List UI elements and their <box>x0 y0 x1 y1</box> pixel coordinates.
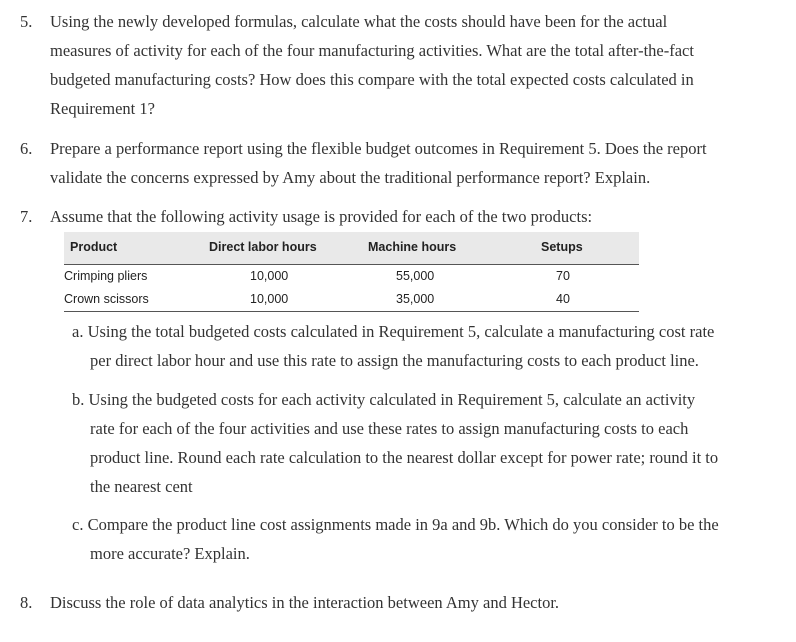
question-number: 6. <box>20 139 33 158</box>
column-header-setups: Setups <box>541 240 583 254</box>
text-line: Requirement 1? <box>50 99 155 118</box>
cell-setups: 40 <box>556 292 570 306</box>
table-header-row <box>64 232 639 265</box>
text-line: product line. Round each rate calculation to the nearest dollar except for power rate; round it to <box>90 448 719 467</box>
column-header-direct-labor-hours: Direct labor hours <box>209 240 317 254</box>
question-7a <box>72 317 714 375</box>
cell-direct-labor-hours: 10,000 <box>250 292 289 306</box>
text-line: a. Using the total budgeted costs calculated in Requirement 5, calculate a manufacturing cost rate <box>72 322 715 341</box>
cell-product: Crimping pliers <box>64 269 148 283</box>
text-line: Discuss the role of data analytics in the interaction between Amy and Hector. <box>50 593 560 612</box>
question-number: 8. <box>20 593 33 612</box>
activity-usage-table <box>64 232 639 312</box>
text-line: budgeted manufacturing costs? How does this compare with the total expected costs calculated in <box>50 70 694 89</box>
text-line: the nearest cent <box>90 477 193 496</box>
question-text <box>50 202 780 231</box>
text-line: Using the newly developed formulas, calculate what the costs should have been for the actual <box>50 12 668 31</box>
text-line: validate the concerns expressed by Amy about the traditional performance report? Explain. <box>50 168 651 187</box>
text-line: Prepare a performance report using the flexible budget outcomes in Requirement 5. Does the report <box>50 139 707 158</box>
text-line: more accurate? Explain. <box>90 544 250 563</box>
question-7c <box>72 510 719 568</box>
column-header-product: Product <box>70 240 118 254</box>
text-line: c. Compare the product line cost assignments made in 9a and 9b. Which do you consider to be the <box>72 515 719 534</box>
text-line: rate for each of the four activities and use these rates to assign manufacturing costs to each <box>90 419 689 438</box>
cell-machine-hours: 55,000 <box>396 269 435 283</box>
text-line: Assume that the following activity usage is provided for each of the two products: <box>50 207 593 226</box>
text-line: measures of activity for each of the four manufacturing activities. What are the total after-the-fact <box>50 41 694 60</box>
cell-product: Crown scissors <box>64 292 149 306</box>
question-text <box>50 7 780 123</box>
table-row <box>64 288 639 311</box>
cell-machine-hours: 35,000 <box>396 292 435 306</box>
column-header-machine-hours: Machine hours <box>368 240 457 254</box>
text-line: b. Using the budgeted costs for each activity calculated in Requirement 5, calculate an activity <box>72 390 696 409</box>
question-text <box>50 134 780 192</box>
text-line: per direct labor hour and use this rate to assign the manufacturing costs to each product line. <box>90 351 699 370</box>
question-text <box>50 588 780 617</box>
cell-direct-labor-hours: 10,000 <box>250 269 289 283</box>
cell-setups: 70 <box>556 269 570 283</box>
question-number: 7. <box>20 207 33 226</box>
question-number: 5. <box>20 12 33 31</box>
table-bottom-rule <box>64 311 639 312</box>
table-row <box>64 265 639 288</box>
question-7b <box>72 385 718 501</box>
